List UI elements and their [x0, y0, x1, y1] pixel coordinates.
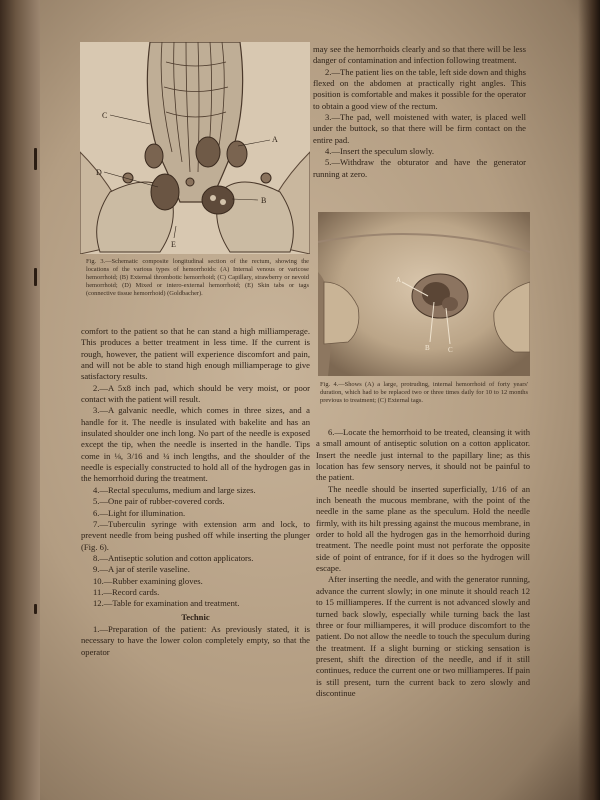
list-item: 6.—Light for illumination. [93, 507, 186, 518]
binding-mark [34, 148, 37, 170]
right-text-column-top [313, 44, 526, 180]
list-item: 5.—One pair of rubber-covered cords. [93, 496, 225, 507]
section-heading-technic: Technic [181, 611, 210, 622]
book-binding [0, 0, 40, 800]
fig3-label-d: D [96, 168, 102, 177]
list-item: 6.—Locate the hemorrhoid to be treated, cleansing it with a small amount of antiseptic solution on a cotton applicator. Insert the needle just internal to the papillary line; as this location has few sensory nerves, it should not be painful to the patient. [316, 427, 530, 483]
paragraph: comfort to the patient so that he can stand a high milliamperage. This produces a better treatment in less time. If the current is rough, however, the patient will experience discomfort and pain, and will not be able to stand high enough milliamperage to give satisfactory results. [81, 326, 310, 382]
list-item: 3.—A galvanic needle, which comes in three sizes, and a handle for it. The needle is insulated with bakelite and has an insulated shoulder one inch long. No part of the needle is exposed except the tip, when the needle is inserted in the handle. Tips come in ⅛, 3/16 and ¼ inch lengths, and the shoulder of the needle is especially constructed to hold all of the hydrogen gas in the hemorrhoid during the treatment. [81, 405, 310, 484]
list-item: 4.—Rectal speculums, medium and large sizes. [93, 484, 256, 495]
fig4-label-b: B [425, 344, 430, 352]
figure-4-caption-text: Fig. 4.—Shows (A) a large, protruding, internal hemorrhoid of forty years' duration, which had to be replaced two or three times daily for 10 to 12 months previous to treatment; (C) External tags. [320, 381, 528, 404]
page-edge [578, 0, 600, 800]
right-text-column-bottom [316, 427, 530, 699]
list-item: 7.—Tuberculin syringe with extension arm and lock, to prevent needle from being pushed off while inserting the plunger (Fig. 6). [81, 518, 310, 552]
figure-3-rectum-diagram [80, 42, 310, 254]
fig3-label-b: B [261, 196, 267, 205]
figure-3-caption-text: Fig. 3.—Schematic composite longitudinal section of the rectum, showing the locations of the various types of hemorrhoids: (A) Internal venous or varicose hemorrhoid; (B) External thrombotic hemorrhoid; (C) Capillary, strawberry or nevoid hemorrhoid; (D) Mixed or intero-external hemorrhoid; (E) Skin tabs or tags (connective tissue hemorrhoid) (Goldbacher). [86, 258, 309, 297]
list-item: 8.—Antiseptic solution and cotton applicators. [93, 552, 254, 563]
list-item: 2.—A 5x8 inch pad, which should be very moist, or poor contact with the patient will result. [81, 382, 310, 405]
list-item: 9.—A jar of sterile vaseline. [93, 564, 190, 575]
paragraph: The needle should be inserted superficially, 1/16 of an inch beneath the mucous membrane, with the point of the needle in the same plane as the speculum. Hold the needle firmly, with its hilt pressing against the mucous membrane, in order to hold all the hydrogen gas in the hemorrhoid during treatment. The needle point must not perforate the opposite side of point of entrance, for if it does so the hydrogen will escape. [316, 483, 530, 574]
fig3-label-a: A [272, 135, 278, 144]
list-item: 2.—The patient lies on the table, left side down and thighs flexed on the abdomen at practically right angles. This position is comfortable and makes it possible for the operator to obtain a good view of the rectum. [313, 66, 526, 111]
fig4-label-a: A [396, 276, 402, 284]
fig4-label-c: C [448, 346, 453, 354]
list-item: 10.—Rubber examining gloves. [93, 575, 203, 586]
list-item: 11.—Record cards. [93, 586, 160, 597]
list-item: 5.—Withdraw the obturator and have the generator running at zero. [313, 157, 526, 179]
binding-mark [34, 604, 37, 614]
figure-3-caption [86, 258, 309, 298]
fig3-label-e: E [171, 240, 176, 249]
fig3-label-c: C [102, 111, 108, 120]
binding-mark [34, 268, 37, 286]
figure-4-photograph [318, 212, 530, 376]
list-item: 1.—Preparation of the patient: As previously stated, it is necessary to have the lower colon completely empty, so that the operator [81, 623, 310, 657]
left-text-column [81, 326, 310, 658]
paragraph: may see the hemorrhoids clearly and so that there will be less danger of contamination and infection following treatment. [313, 44, 526, 66]
list-item: 4.—Insert the speculum slowly. [325, 146, 434, 157]
list-item: 3.—The pad, well moistened with water, is placed well under the buttock, so that there will be firm contact on the entire pad. [313, 112, 526, 145]
list-item: 12.—Table for examination and treatment. [93, 598, 240, 609]
figure-4-caption [320, 381, 528, 405]
paragraph: After inserting the needle, and with the generator running, advance the current slowly; in one minute it should reach 12 to 15 milliamperes. If the current is not advanced slowly and turned back slowly, especially while turning back the last three or four milliamperes, it will produce discomfort to the patient. Do not allow the needle to touch the speculum during the treatment. If a slight burning or sticking sensation is present, shift the direction of the needle, and if it still continues, reduce the current one or two milliamperes. If pain is still present, turn the current back to zero slowly and discontinue [316, 574, 530, 698]
